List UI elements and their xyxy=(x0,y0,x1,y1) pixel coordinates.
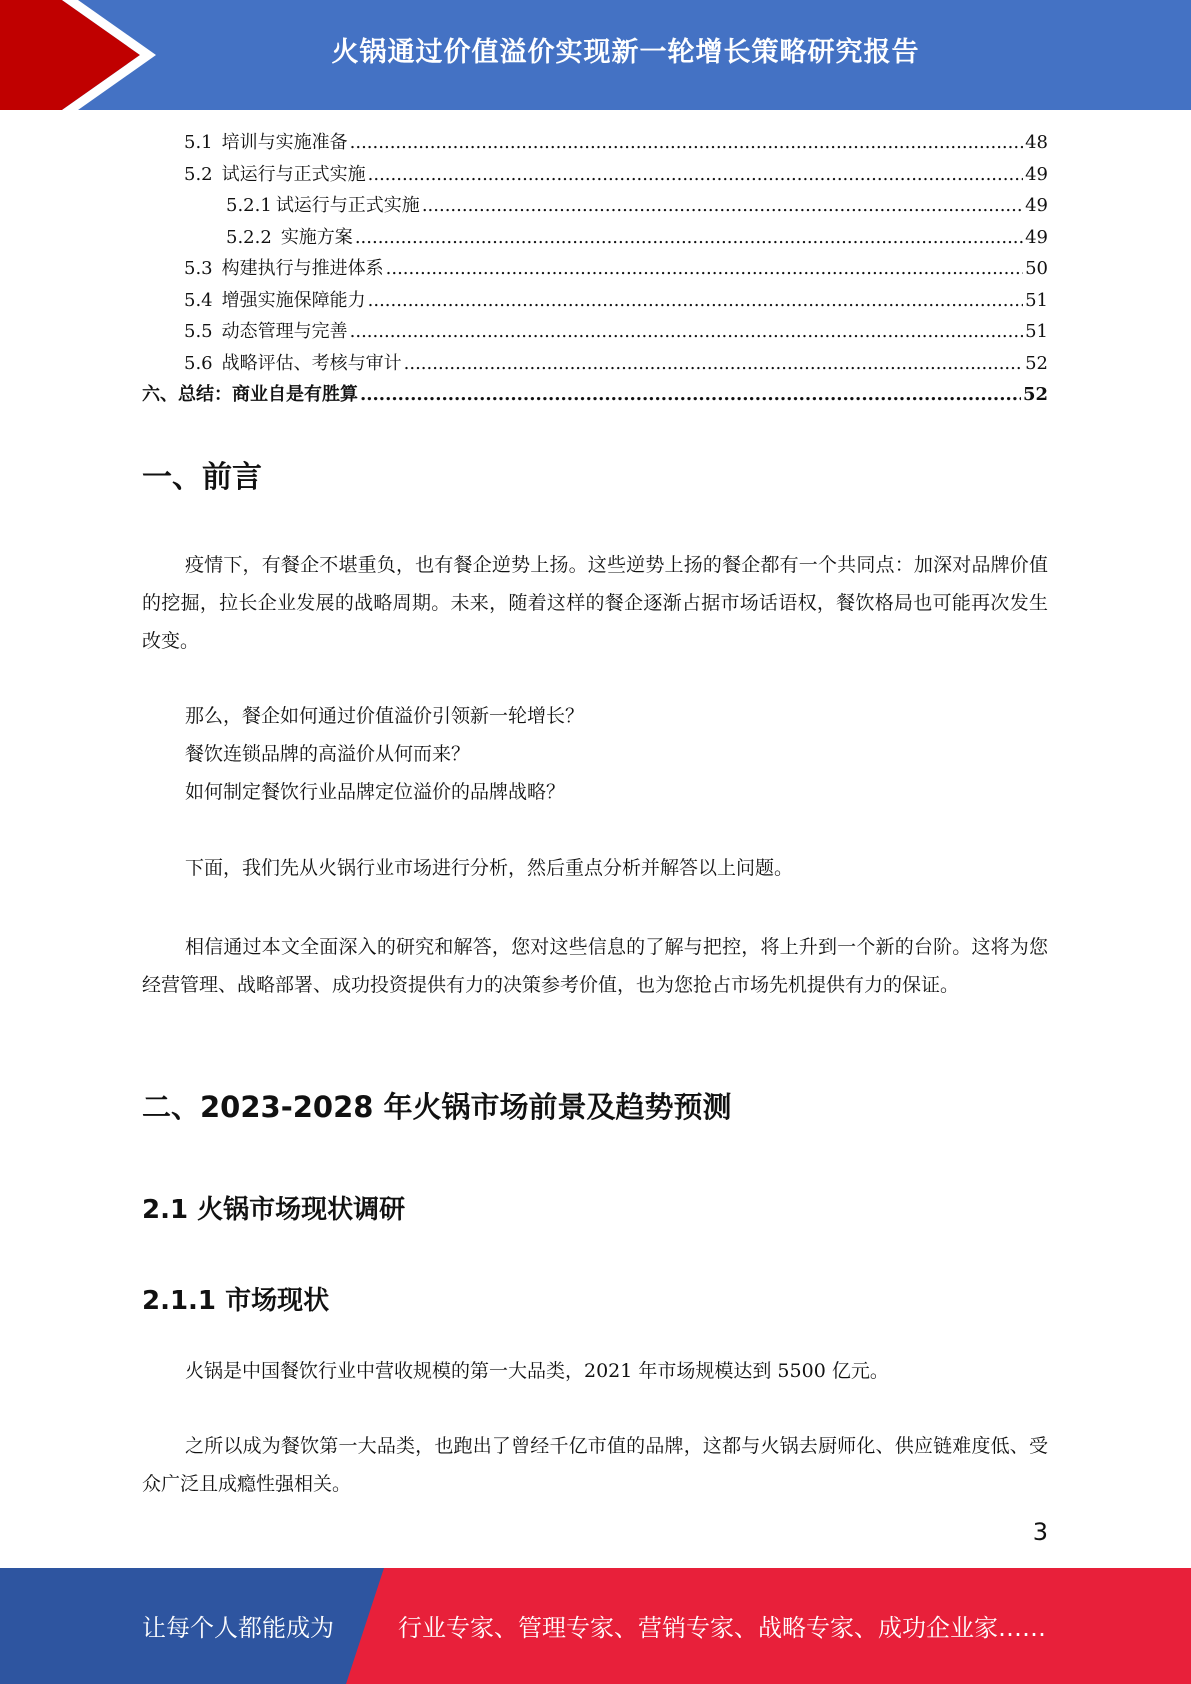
toc-entry-page: 49 xyxy=(1025,226,1048,248)
question-line: 如何制定餐饮行业品牌定位溢价的品牌战略？ xyxy=(185,781,566,803)
document-title: 火锅通过价值溢价实现新一轮增长策略研究报告 xyxy=(331,37,920,68)
toc-entry[interactable] xyxy=(142,254,1048,286)
toc-leader xyxy=(368,290,1023,311)
toc-entry[interactable] xyxy=(142,128,1048,160)
question-line: 餐饮连锁品牌的高溢价从何而来？ xyxy=(185,743,471,765)
page-number: 3 xyxy=(1032,1518,1048,1546)
toc-entry-title: 六、总结：商业自是有胜算 xyxy=(142,384,358,405)
toc-entry-page: 51 xyxy=(1025,321,1048,342)
toc-leader xyxy=(404,353,1023,374)
toc-entry-page: 52 xyxy=(1025,352,1048,374)
toc-entry[interactable] xyxy=(142,160,1048,192)
toc-entry-page: 49 xyxy=(1025,163,1048,185)
toc-entry-page: 52 xyxy=(1022,384,1048,405)
toc-entry-title: 动态管理与完善 xyxy=(221,321,348,342)
toc-entry-number: 5.3 xyxy=(184,258,213,279)
toc-entry-number: 5.1 xyxy=(184,132,213,153)
section-heading-intro: 一、前言 xyxy=(142,460,262,495)
toc-entry-number: 5.2.2 xyxy=(226,226,272,248)
page-header xyxy=(0,0,1191,110)
toc-leader xyxy=(422,195,1023,216)
toc-leader xyxy=(386,258,1023,279)
intro-paragraph: 下面，我们先从火锅行业市场进行分析，然后重点分析并解答以上问题。 xyxy=(185,857,794,879)
toc-entry-title: 战略评估、考核与审计 xyxy=(221,352,402,374)
toc-entry-page: 51 xyxy=(1025,289,1048,311)
toc-entry[interactable] xyxy=(142,317,1048,349)
toc-entry-number: 5.2 xyxy=(184,163,213,185)
toc-leader xyxy=(350,321,1023,342)
toc-entry-title: 试运行与正式实施 xyxy=(275,195,420,216)
toc-leader xyxy=(350,132,1023,153)
footer-slogan-left: 让每个人都能成为 xyxy=(142,1614,334,1642)
toc-entry[interactable] xyxy=(142,286,1048,318)
toc-entry-number: 5.5 xyxy=(184,321,213,342)
toc-entry-number: 5.2.1 xyxy=(226,195,272,216)
toc-entry-number: 5.6 xyxy=(184,352,213,374)
toc-entry-title: 实施方案 xyxy=(280,226,353,248)
toc-entry-title: 培训与实施准备 xyxy=(221,132,348,153)
subsection-heading: 2.1 火锅市场现状调研 xyxy=(142,1195,406,1225)
toc-entry[interactable] xyxy=(142,191,1048,223)
toc-entry-title: 构建执行与推进体系 xyxy=(221,258,384,279)
toc-entry[interactable] xyxy=(142,223,1048,255)
page-footer xyxy=(0,1568,1191,1684)
toc-entry-page: 49 xyxy=(1025,195,1048,216)
toc-entry[interactable] xyxy=(142,349,1048,381)
market-paragraph: 之所以成为餐饮第一大品类，也跑出了曾经千亿市值的品牌，这都与火锅去厨师化、供应链难度低、受众广泛且成瘾性强相关。 xyxy=(142,1435,1048,1495)
subsection-heading: 2.1.1 市场现状 xyxy=(142,1286,330,1316)
toc-leader xyxy=(355,227,1023,248)
toc-entry-number: 5.4 xyxy=(184,289,213,311)
toc-leader xyxy=(360,384,1021,405)
intro-paragraph: 相信通过本文全面深入的研究和解答，您对这些信息的了解与把控，将上升到一个新的台阶。这将为您经营管理、战略部署、成功投资提供有力的决策参考价值，也为您抢占市场先机提供有力的保证。 xyxy=(142,936,1048,996)
toc-entry-page: 50 xyxy=(1025,258,1048,279)
toc-entry-title: 试运行与正式实施 xyxy=(221,163,366,185)
table-of-contents xyxy=(142,128,1048,412)
footer-slogan-right: 行业专家、管理专家、营销专家、战略专家、成功企业家…… xyxy=(398,1614,1046,1642)
toc-entry-page: 48 xyxy=(1025,132,1048,153)
question-line: 那么，餐企如何通过价值溢价引领新一轮增长？ xyxy=(185,705,585,727)
section-heading-market: 二、2023-2028 年火锅市场前景及趋势预测 xyxy=(142,1090,732,1124)
toc-entry[interactable] xyxy=(142,380,1048,412)
market-paragraph: 火锅是中国餐饮行业中营收规模的第一大品类，2021 年市场规模达到 5500 亿元。 xyxy=(185,1360,889,1382)
toc-leader xyxy=(368,164,1023,185)
intro-paragraph: 疫情下，有餐企不堪重负，也有餐企逆势上扬。这些逆势上扬的餐企都有一个共同点：加深对品牌价值的挖掘，拉长企业发展的战略周期。未来，随着这样的餐企逐渐占据市场话语权，餐饮格局也可能再次发生改变。 xyxy=(142,554,1048,652)
toc-entry-title: 增强实施保障能力 xyxy=(221,289,366,311)
